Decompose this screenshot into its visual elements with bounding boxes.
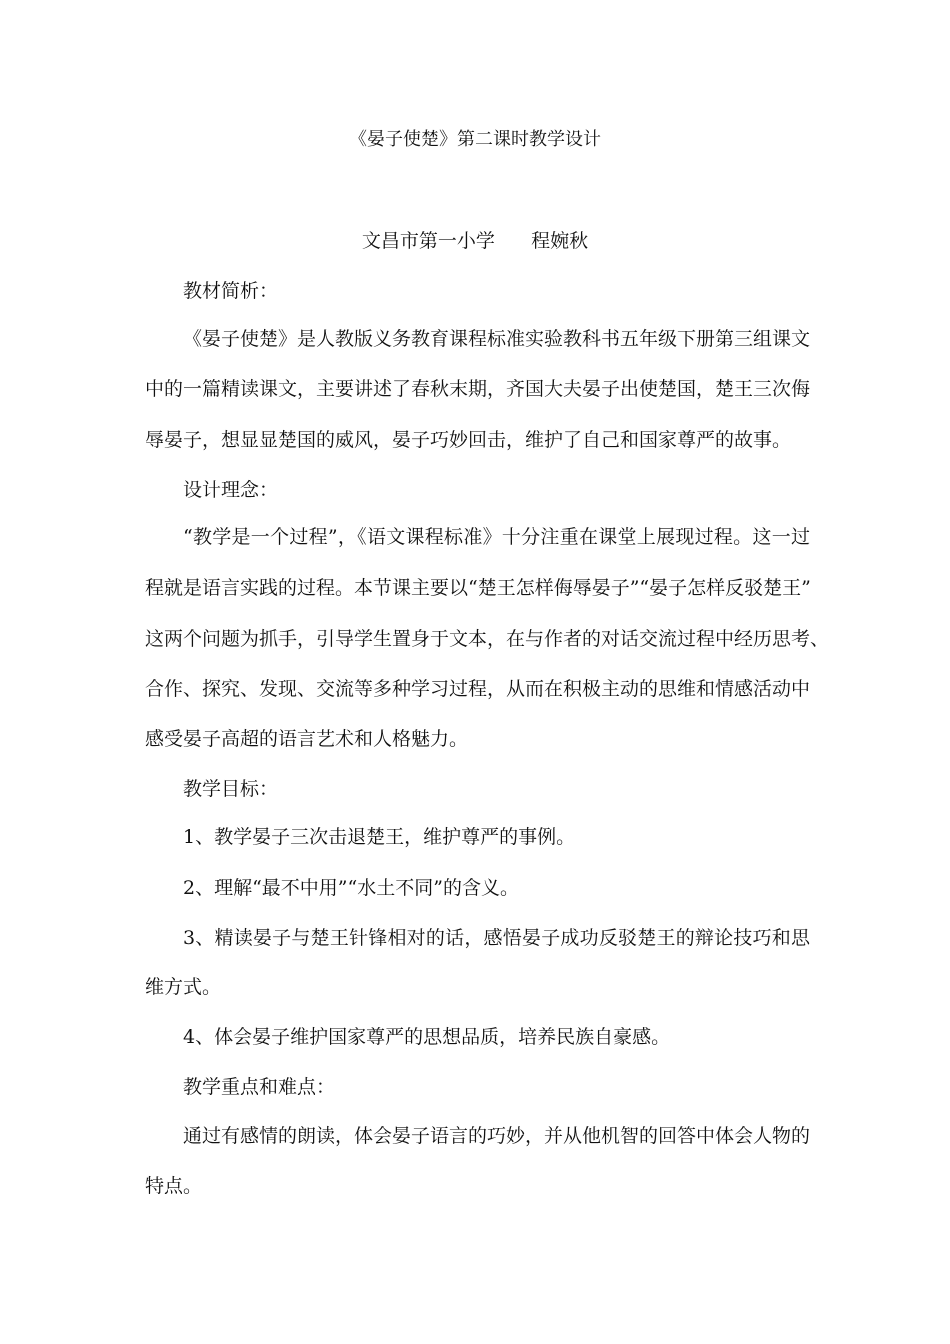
section-heading-concept: 设计理念： [183, 479, 279, 501]
paragraph-line: “教学是一个过程”，《语文课程标准》十分注重在课堂上展现过程。这一过 [183, 526, 810, 548]
goal-item-continuation: 维方式。 [145, 976, 222, 998]
paragraph-line: 感受晏子高超的语言艺术和人格魅力。 [145, 728, 469, 750]
goal-item: 4、体会晏子维护国家尊严的思想品质，培养民族自豪感。 [183, 1026, 671, 1048]
paragraph-line: 这两个问题为抓手，引导学生置身于文本，在与作者的对话交流过程中经历思考、 [145, 628, 830, 650]
section-heading-key-points: 教学重点和难点： [183, 1076, 336, 1098]
goal-item: 2、理解“最不中用”“水土不同”的含义。 [183, 877, 519, 899]
paragraph-line: 《晏子使楚》是人教版义务教育课程标准实验教科书五年级下册第三组课文 [183, 328, 811, 350]
document-title: 《晏子使楚》第二课时教学设计 [349, 129, 601, 150]
section-heading-goals: 教学目标： [183, 778, 279, 800]
paragraph-line: 特点。 [145, 1175, 203, 1197]
goal-item: 3、精读晏子与楚王针锋相对的话，感悟晏子成功反驳楚王的辩论技巧和思 [183, 927, 810, 949]
author-line: 文昌市第一小学 程婉秋 [361, 230, 589, 252]
paragraph-line: 通过有感情的朗读，体会晏子语言的巧妙，并从他机智的回答中体会人物的 [183, 1125, 811, 1147]
paragraph-line: 程就是语言实践的过程。本节课主要以“楚王怎样侮辱晏子”“晏子怎样反驳楚王” [145, 577, 811, 599]
paragraph-line: 中的一篇精读课文，主要讲述了春秋末期，齐国大夫晏子出使楚国，楚王三次侮 [145, 378, 811, 400]
section-heading-analysis: 教材简析： [183, 280, 279, 302]
paragraph-line: 合作、探究、发现、交流等多种学习过程，从而在积极主动的思维和情感活动中 [145, 678, 811, 700]
paragraph-line: 辱晏子，想显显楚国的威风，晏子巧妙回击，维护了自己和国家尊严的故事。 [145, 429, 792, 451]
goal-item: 1、教学晏子三次击退楚王，维护尊严的事例。 [183, 826, 576, 848]
